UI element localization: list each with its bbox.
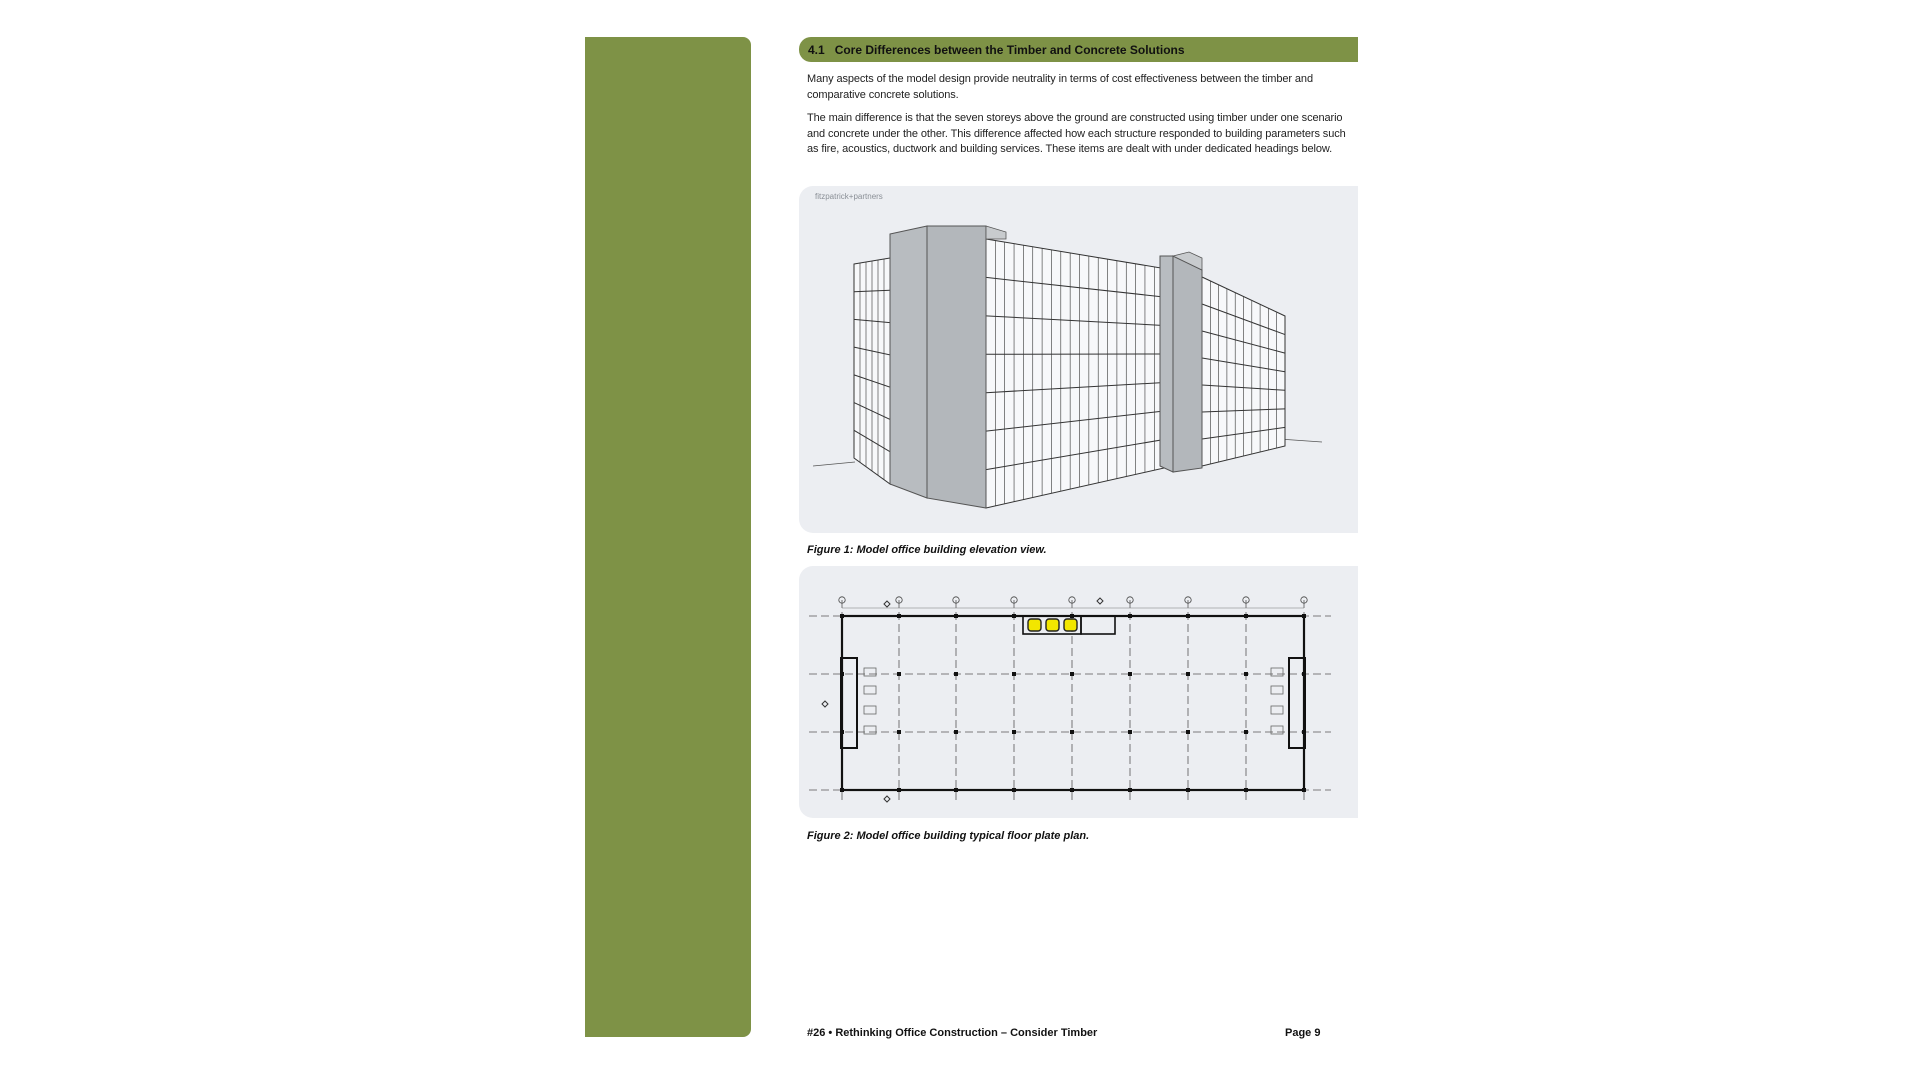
right-toilet-block xyxy=(1271,726,1283,734)
section-marker xyxy=(884,601,890,607)
column xyxy=(1186,614,1190,618)
figure-2-floor-plan xyxy=(799,566,1358,818)
column xyxy=(1070,730,1074,734)
figure-credit: fitzpatrick+partners xyxy=(815,192,883,201)
column xyxy=(1244,788,1248,792)
left-toilet-block xyxy=(864,726,876,734)
column xyxy=(1244,730,1248,734)
paragraph-1: Many aspects of the model design provide neutrality in terms of cost effectiveness between the timber and comparative concrete solutions. xyxy=(807,73,1313,101)
column xyxy=(1012,614,1016,618)
column xyxy=(954,788,958,792)
left-toilet-block xyxy=(864,686,876,694)
column xyxy=(897,614,901,618)
column xyxy=(954,672,958,676)
right-stair-core xyxy=(1289,658,1305,748)
core-tower-2-front xyxy=(1173,256,1202,472)
lift-car xyxy=(1064,619,1077,631)
column xyxy=(1128,672,1132,676)
column xyxy=(1012,730,1016,734)
left-stair-core xyxy=(841,658,857,748)
section-title: Core Differences between the Timber and Concrete Solutions xyxy=(834,42,1185,57)
lift-car xyxy=(1046,619,1059,631)
section-header xyxy=(799,37,1358,62)
right-toilet-block xyxy=(1271,706,1283,714)
floor-outline xyxy=(842,616,1304,790)
column xyxy=(1244,672,1248,676)
figure-1-caption: Figure 1: Model office building elevation view. xyxy=(807,544,1047,556)
column xyxy=(897,788,901,792)
column xyxy=(1302,614,1306,618)
stair-core xyxy=(1081,616,1115,634)
column xyxy=(840,614,844,618)
core-tower-1-side xyxy=(890,226,927,498)
column xyxy=(1012,672,1016,676)
column xyxy=(1012,788,1016,792)
right-toilet-block xyxy=(1271,668,1283,676)
section-marker xyxy=(822,701,828,707)
elevation-drawing xyxy=(799,186,1358,533)
section-number: 4.1 xyxy=(808,42,825,57)
column xyxy=(1128,730,1132,734)
figure-2-caption: Figure 2: Model office building typical floor plate plan. xyxy=(807,830,1090,842)
column xyxy=(1186,788,1190,792)
column xyxy=(1070,672,1074,676)
figure-1-elevation xyxy=(799,186,1358,533)
column xyxy=(1070,788,1074,792)
column xyxy=(897,730,901,734)
right-toilet-block xyxy=(1271,686,1283,694)
section-marker xyxy=(884,796,890,802)
core-tower-2-side xyxy=(1160,256,1173,472)
column xyxy=(897,672,901,676)
left-toilet-block xyxy=(864,706,876,714)
column xyxy=(1128,788,1132,792)
page-number: Page 9 xyxy=(1285,1027,1321,1039)
footer-title: #26 • Rethinking Office Construction – Consider Timber xyxy=(807,1027,1098,1039)
column xyxy=(1186,730,1190,734)
column xyxy=(1302,788,1306,792)
column xyxy=(1186,672,1190,676)
column xyxy=(840,788,844,792)
paragraph-2: The main difference is that the seven storeys above the ground are constructed using timber under one scenario and concrete under the other. This difference affected how each structure responded to building parameters such as fire, acoustics, ductwork and building services. These items are dealt with under dedicated headings below. xyxy=(807,112,1346,156)
column xyxy=(954,730,958,734)
column xyxy=(954,614,958,618)
column xyxy=(1244,614,1248,618)
core-tower-1-front xyxy=(927,226,986,508)
ground-line-left xyxy=(813,462,855,466)
left-toilet-block xyxy=(864,668,876,676)
floor-plan-drawing xyxy=(799,566,1358,818)
lift-car xyxy=(1028,619,1041,631)
section-marker xyxy=(1097,598,1103,604)
core-tower-1-cap xyxy=(986,226,1006,239)
column xyxy=(1128,614,1132,618)
sidebar-accent-bar xyxy=(585,37,751,1037)
